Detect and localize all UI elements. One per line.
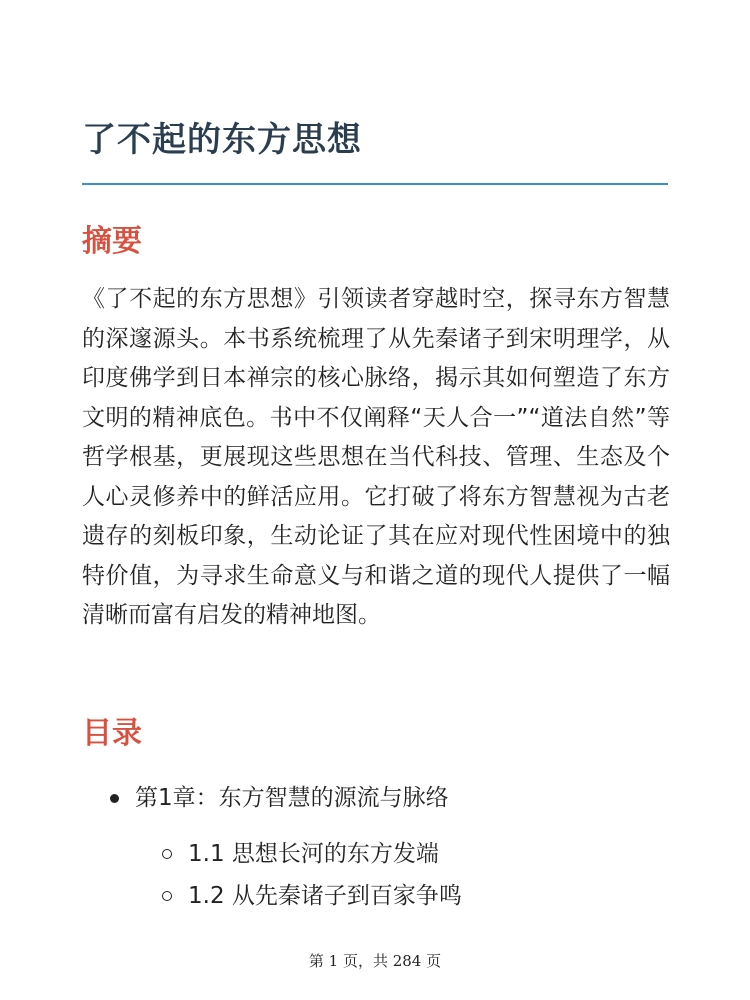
toc-section-label: 1.2 从先秦诸子到百家争鸣 (188, 883, 462, 909)
toc-section-label: 1.1 思想长河的东方发端 (188, 841, 439, 867)
circle-bullet-icon (162, 849, 172, 859)
toc-chapter-label: 第1章：东方智慧的源流与脉络 (135, 785, 449, 811)
toc-heading: 目录 (82, 716, 142, 751)
toc-chapter-item[interactable] (110, 780, 449, 816)
circle-bullet-icon (162, 891, 172, 901)
title-divider (82, 183, 668, 185)
toc-section-item[interactable] (162, 836, 439, 872)
abstract-paragraph: 《了不起的东方思想》引领读者穿越时空，探寻东方智慧的深邃源头。本书系统梳理了从先秦诸子到宋明理学，从印度佛学到日本禅宗的核心脉络，揭示其如何塑造了东方文明的精神底色。书中不仅阐释“天人合一”“道法自然”等哲学根基，更展现这些思想在当代科技、管理、生态及个人心灵修养中的鲜活应用。它打破了将东方智慧视为古老遗存的刻板印象，生动论证了其在应对现代性困境中的独特价值，为寻求生命意义与和谐之道的现代人提供了一幅清晰而富有启发的精神地图。 (82, 286, 670, 628)
abstract-heading: 摘要 (82, 224, 142, 259)
page-number-footer: 第 1 页，共 284 页 (308, 952, 442, 970)
disc-bullet-icon (110, 794, 119, 803)
toc-section-item[interactable] (162, 878, 462, 914)
page-title: 了不起的东方思想 (82, 120, 362, 160)
